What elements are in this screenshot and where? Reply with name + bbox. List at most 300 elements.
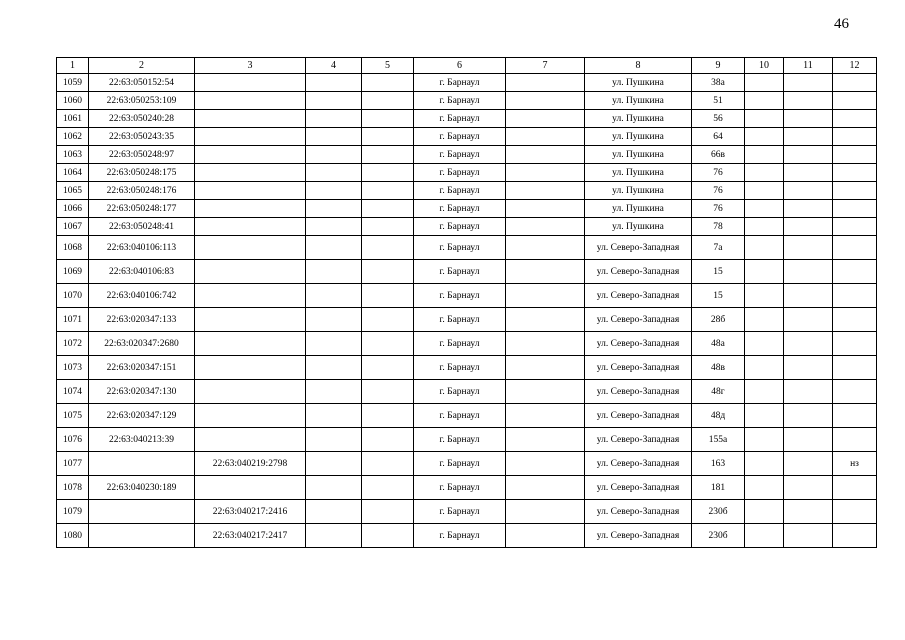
column-header: 5: [362, 58, 414, 74]
table-cell: [784, 428, 833, 452]
table-cell: 48в: [692, 356, 745, 380]
table-cell: 22:63:050243:35: [89, 128, 195, 146]
table-cell: ул. Северо-Западная: [585, 476, 692, 500]
table-cell: 1078: [57, 476, 89, 500]
table-cell: [745, 200, 784, 218]
table-cell: [833, 110, 877, 128]
table-cell: 1077: [57, 452, 89, 476]
table-cell: ул. Северо-Западная: [585, 236, 692, 260]
table-cell: [745, 218, 784, 236]
table-cell: [362, 308, 414, 332]
table-cell: г. Барнаул: [414, 146, 506, 164]
table-cell: 22:63:050248:175: [89, 164, 195, 182]
table-cell: [306, 332, 362, 356]
table-cell: [506, 182, 585, 200]
table-cell: 1080: [57, 524, 89, 548]
table-cell: 22:63:050248:176: [89, 182, 195, 200]
table-cell: ул. Пушкина: [585, 146, 692, 164]
table-cell: 163: [692, 452, 745, 476]
table-body: [57, 58, 877, 548]
table-cell: ул. Пушкина: [585, 92, 692, 110]
table-cell: [306, 128, 362, 146]
table-cell: [195, 236, 306, 260]
table-cell: 56: [692, 110, 745, 128]
table-cell: [833, 356, 877, 380]
table-cell: [833, 308, 877, 332]
table-cell: [195, 164, 306, 182]
table-cell: [784, 110, 833, 128]
table-cell: 76: [692, 182, 745, 200]
table-cell: [506, 356, 585, 380]
table-cell: [784, 164, 833, 182]
table-cell: [306, 428, 362, 452]
table-cell: ул. Северо-Западная: [585, 380, 692, 404]
table-cell: [745, 308, 784, 332]
table-cell: [195, 128, 306, 146]
page-number: 46: [834, 16, 849, 32]
table-row: [57, 428, 877, 452]
table-cell: [833, 128, 877, 146]
table-cell: [195, 110, 306, 128]
table-cell: [506, 110, 585, 128]
table-cell: [745, 452, 784, 476]
table-cell: ул. Северо-Западная: [585, 356, 692, 380]
table-cell: [362, 218, 414, 236]
table-cell: [506, 128, 585, 146]
table-cell: 22:63:020347:2680: [89, 332, 195, 356]
table-cell: г. Барнаул: [414, 500, 506, 524]
table-cell: [195, 74, 306, 92]
table-cell: нз: [833, 452, 877, 476]
table-cell: [306, 452, 362, 476]
table-row: [57, 128, 877, 146]
table-cell: 22:63:040217:2417: [195, 524, 306, 548]
table-row: [57, 218, 877, 236]
table-cell: [745, 284, 784, 308]
table-cell: [195, 428, 306, 452]
table-cell: 22:63:020347:130: [89, 380, 195, 404]
table-cell: 28б: [692, 308, 745, 332]
table-cell: [833, 218, 877, 236]
table-row: [57, 182, 877, 200]
table-cell: [745, 332, 784, 356]
table-cell: ул. Северо-Западная: [585, 500, 692, 524]
table-cell: [784, 74, 833, 92]
table-cell: ул. Пушкина: [585, 164, 692, 182]
table-row: [57, 260, 877, 284]
table-cell: [195, 380, 306, 404]
table-cell: [784, 128, 833, 146]
table-cell: [306, 260, 362, 284]
table-cell: г. Барнаул: [414, 92, 506, 110]
table-row: [57, 308, 877, 332]
table-cell: [784, 260, 833, 284]
table-cell: [745, 500, 784, 524]
table-cell: ул. Северо-Западная: [585, 260, 692, 284]
table-row: [57, 236, 877, 260]
table-cell: г. Барнаул: [414, 524, 506, 548]
table-cell: [89, 500, 195, 524]
table-cell: 1072: [57, 332, 89, 356]
table-cell: [362, 200, 414, 218]
table-cell: [362, 92, 414, 110]
table-cell: 1073: [57, 356, 89, 380]
table-cell: [362, 476, 414, 500]
table-cell: ул. Пушкина: [585, 74, 692, 92]
table-cell: [195, 356, 306, 380]
table-cell: [506, 380, 585, 404]
table-cell: [506, 92, 585, 110]
table-cell: 1070: [57, 284, 89, 308]
column-header: 3: [195, 58, 306, 74]
table-cell: [745, 110, 784, 128]
table-cell: [506, 332, 585, 356]
table-cell: [306, 218, 362, 236]
table-cell: ул. Пушкина: [585, 200, 692, 218]
table-cell: [506, 524, 585, 548]
table-cell: 1060: [57, 92, 89, 110]
table-cell: [784, 332, 833, 356]
table-row: [57, 164, 877, 182]
table-cell: г. Барнаул: [414, 476, 506, 500]
table-cell: 22:63:050152:54: [89, 74, 195, 92]
table-cell: [745, 92, 784, 110]
table-cell: [306, 74, 362, 92]
table-cell: 1063: [57, 146, 89, 164]
table-cell: [745, 146, 784, 164]
table-cell: [745, 74, 784, 92]
table-cell: 22:63:020347:151: [89, 356, 195, 380]
table-cell: [506, 500, 585, 524]
table-cell: [306, 356, 362, 380]
table-cell: [195, 404, 306, 428]
table-cell: 22:63:050253:109: [89, 92, 195, 110]
table-cell: [195, 260, 306, 284]
table-cell: г. Барнаул: [414, 200, 506, 218]
table-cell: [195, 200, 306, 218]
table-cell: [833, 332, 877, 356]
table-cell: 38а: [692, 74, 745, 92]
table-row: [57, 476, 877, 500]
table-cell: г. Барнаул: [414, 182, 506, 200]
table-cell: [362, 284, 414, 308]
table-cell: [306, 200, 362, 218]
table-row: [57, 200, 877, 218]
table-cell: [784, 218, 833, 236]
table-cell: [506, 218, 585, 236]
table-cell: г. Барнаул: [414, 380, 506, 404]
table-cell: [506, 236, 585, 260]
table-cell: 1068: [57, 236, 89, 260]
table-cell: [506, 200, 585, 218]
table-cell: [784, 284, 833, 308]
table-cell: [784, 92, 833, 110]
table-cell: 22:63:040217:2416: [195, 500, 306, 524]
table-cell: 48г: [692, 380, 745, 404]
table-cell: [306, 524, 362, 548]
table-cell: 22:63:020347:129: [89, 404, 195, 428]
table-cell: 1062: [57, 128, 89, 146]
table-cell: ул. Северо-Западная: [585, 452, 692, 476]
table-cell: [745, 356, 784, 380]
table-cell: [784, 404, 833, 428]
table-cell: г. Барнаул: [414, 308, 506, 332]
table-cell: 1076: [57, 428, 89, 452]
table-cell: г. Барнаул: [414, 74, 506, 92]
table-cell: ул. Северо-Западная: [585, 284, 692, 308]
column-header: 8: [585, 58, 692, 74]
table-cell: [362, 74, 414, 92]
table-cell: [745, 128, 784, 146]
table-cell: [306, 110, 362, 128]
registry-table: [56, 57, 877, 548]
table-cell: г. Барнаул: [414, 236, 506, 260]
table-cell: [833, 182, 877, 200]
table-row: [57, 404, 877, 428]
table-cell: [89, 452, 195, 476]
table-cell: 22:63:050248:97: [89, 146, 195, 164]
table-cell: [195, 284, 306, 308]
table-cell: [306, 308, 362, 332]
table-cell: [745, 380, 784, 404]
table-cell: [306, 284, 362, 308]
table-cell: 76: [692, 164, 745, 182]
table-cell: [362, 332, 414, 356]
table-cell: [195, 332, 306, 356]
table-row: [57, 110, 877, 128]
table-cell: [89, 524, 195, 548]
table-cell: 48а: [692, 332, 745, 356]
table-row: [57, 284, 877, 308]
table-cell: [506, 428, 585, 452]
table-cell: [506, 452, 585, 476]
table-row: [57, 146, 877, 164]
table-cell: ул. Северо-Западная: [585, 332, 692, 356]
header-row: [57, 58, 877, 74]
table-cell: [195, 182, 306, 200]
table-cell: ул. Пушкина: [585, 110, 692, 128]
table-cell: 15: [692, 260, 745, 284]
table-cell: [784, 236, 833, 260]
table-cell: [833, 476, 877, 500]
table-cell: [745, 182, 784, 200]
table-cell: 230б: [692, 524, 745, 548]
table-cell: ул. Северо-Западная: [585, 428, 692, 452]
table-cell: г. Барнаул: [414, 128, 506, 146]
table-cell: [195, 218, 306, 236]
table-cell: [506, 146, 585, 164]
table-row: [57, 74, 877, 92]
table-row: [57, 92, 877, 110]
table-cell: 22:63:040106:742: [89, 284, 195, 308]
table-cell: [506, 308, 585, 332]
table-cell: [195, 92, 306, 110]
table-row: [57, 356, 877, 380]
table-cell: 22:63:020347:133: [89, 308, 195, 332]
table-cell: [362, 164, 414, 182]
table-cell: [833, 74, 877, 92]
table-cell: [745, 428, 784, 452]
table-cell: 1071: [57, 308, 89, 332]
table-cell: [784, 452, 833, 476]
table-cell: 1065: [57, 182, 89, 200]
table-cell: [833, 380, 877, 404]
table-cell: 155а: [692, 428, 745, 452]
table-cell: [833, 236, 877, 260]
table-cell: ул. Пушкина: [585, 128, 692, 146]
table-cell: г. Барнаул: [414, 164, 506, 182]
table-cell: [362, 428, 414, 452]
table-cell: [362, 128, 414, 146]
table-cell: 1059: [57, 74, 89, 92]
table-cell: [362, 110, 414, 128]
table-row: [57, 500, 877, 524]
table-cell: ул. Пушкина: [585, 182, 692, 200]
table-cell: 78: [692, 218, 745, 236]
table-cell: г. Барнаул: [414, 452, 506, 476]
table-cell: 1079: [57, 500, 89, 524]
table-cell: 15: [692, 284, 745, 308]
table-cell: [506, 164, 585, 182]
table-cell: [784, 182, 833, 200]
table-cell: 1064: [57, 164, 89, 182]
table-cell: 22:63:040230:189: [89, 476, 195, 500]
table-cell: ул. Северо-Западная: [585, 524, 692, 548]
table-cell: [506, 404, 585, 428]
table-cell: [506, 74, 585, 92]
table-cell: [306, 380, 362, 404]
table-cell: г. Барнаул: [414, 428, 506, 452]
table-cell: г. Барнаул: [414, 332, 506, 356]
column-header: 11: [784, 58, 833, 74]
table-cell: г. Барнаул: [414, 260, 506, 284]
table-cell: 22:63:040219:2798: [195, 452, 306, 476]
table-cell: [833, 524, 877, 548]
table-cell: [306, 164, 362, 182]
table-cell: [362, 524, 414, 548]
table-cell: [306, 236, 362, 260]
column-header: 10: [745, 58, 784, 74]
table-cell: [745, 404, 784, 428]
table-cell: 48д: [692, 404, 745, 428]
table-cell: 22:63:040106:83: [89, 260, 195, 284]
table-cell: [195, 308, 306, 332]
table-cell: [745, 164, 784, 182]
table-cell: [833, 146, 877, 164]
table-cell: [362, 236, 414, 260]
column-header: 6: [414, 58, 506, 74]
table-cell: [833, 200, 877, 218]
table-cell: [506, 476, 585, 500]
table-cell: [784, 500, 833, 524]
table-cell: [362, 404, 414, 428]
column-header: 7: [506, 58, 585, 74]
table-cell: 1075: [57, 404, 89, 428]
table-cell: г. Барнаул: [414, 404, 506, 428]
table-cell: [362, 380, 414, 404]
table-cell: 66в: [692, 146, 745, 164]
table-cell: 22:63:040213:39: [89, 428, 195, 452]
column-header: 2: [89, 58, 195, 74]
table-cell: 1069: [57, 260, 89, 284]
table-cell: [506, 260, 585, 284]
table-cell: 22:63:040106:113: [89, 236, 195, 260]
table-cell: [833, 260, 877, 284]
table-cell: [833, 404, 877, 428]
table-cell: г. Барнаул: [414, 356, 506, 380]
table-cell: [745, 524, 784, 548]
table-cell: [306, 146, 362, 164]
column-header: 9: [692, 58, 745, 74]
table-cell: ул. Северо-Западная: [585, 308, 692, 332]
table-cell: 76: [692, 200, 745, 218]
column-header: 1: [57, 58, 89, 74]
table-cell: [506, 284, 585, 308]
table-cell: [306, 500, 362, 524]
table-cell: [306, 182, 362, 200]
table-cell: 7а: [692, 236, 745, 260]
table-cell: [306, 476, 362, 500]
table-row: [57, 452, 877, 476]
table-cell: [833, 428, 877, 452]
table-cell: ул. Северо-Западная: [585, 404, 692, 428]
table-cell: 1061: [57, 110, 89, 128]
table-cell: 181: [692, 476, 745, 500]
table-cell: [833, 284, 877, 308]
table-cell: [833, 500, 877, 524]
table-cell: [306, 92, 362, 110]
table-cell: [833, 164, 877, 182]
table-cell: [784, 308, 833, 332]
table-row: [57, 380, 877, 404]
table-cell: [195, 476, 306, 500]
table-cell: г. Барнаул: [414, 218, 506, 236]
table-cell: [362, 356, 414, 380]
table-cell: [306, 404, 362, 428]
table-cell: г. Барнаул: [414, 110, 506, 128]
table-cell: 22:63:050240:28: [89, 110, 195, 128]
column-header: 12: [833, 58, 877, 74]
table-cell: 51: [692, 92, 745, 110]
table-cell: 22:63:050248:41: [89, 218, 195, 236]
table-cell: 1074: [57, 380, 89, 404]
table-cell: [745, 236, 784, 260]
table-cell: [745, 260, 784, 284]
table-cell: [784, 476, 833, 500]
table-cell: 1067: [57, 218, 89, 236]
table-cell: 1066: [57, 200, 89, 218]
table-cell: [784, 524, 833, 548]
table-row: [57, 332, 877, 356]
table-cell: [195, 146, 306, 164]
table-cell: [362, 500, 414, 524]
table-cell: [362, 146, 414, 164]
table-cell: 22:63:050248:177: [89, 200, 195, 218]
column-header: 4: [306, 58, 362, 74]
table-cell: [745, 476, 784, 500]
table-cell: 230б: [692, 500, 745, 524]
table-cell: [784, 200, 833, 218]
table-cell: [833, 92, 877, 110]
table-cell: [362, 182, 414, 200]
table-cell: [784, 380, 833, 404]
table-cell: [362, 260, 414, 284]
table-cell: [784, 356, 833, 380]
table-cell: 64: [692, 128, 745, 146]
table-row: [57, 524, 877, 548]
table-cell: [784, 146, 833, 164]
table-cell: ул. Пушкина: [585, 218, 692, 236]
